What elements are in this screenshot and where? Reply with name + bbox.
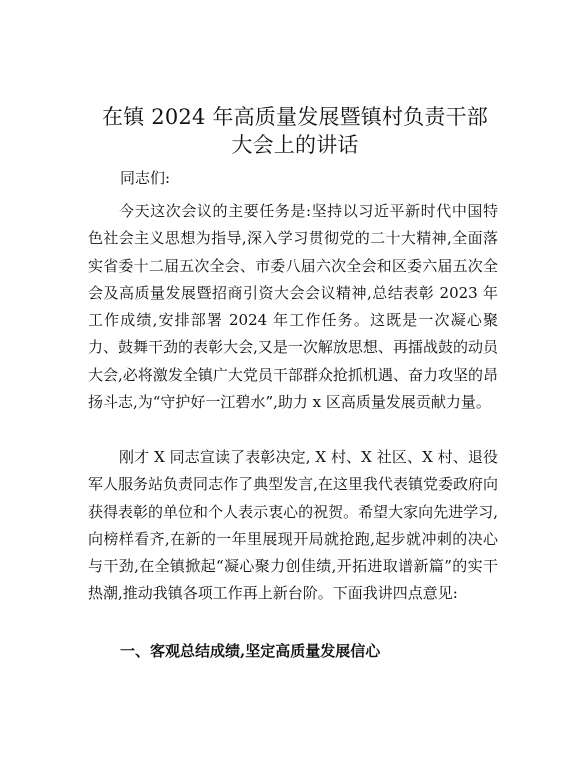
section-heading: 一、客观总结成绩,坚定高质量发展信心 — [120, 642, 381, 660]
document-title: 在镇 2024 年高质量发展暨镇村负责干部大会上的讲话 — [102, 105, 488, 157]
salutation: 同志们: — [120, 169, 171, 187]
paragraph-1: 今天这次会议的主要任务是:坚持以习近平新时代中国特色社会主义思想为指导,深入学习贯彻党的二十大精神,全面落实省委十二届五次全会、市委八届六次全会和区委六届五次全会及高质量发展暨招商引资大会会议精神,总结表彰 2023 年工作成绩,安排部署 2024 年工作任务。这既是一次凝心聚力、鼓舞干劲的表彰大会,又是一次解放思想、再擂战鼓的动员大会,必将激发全镇广大党员干部群众抢抓机遇、奋力攻坚的昂扬斗志,为“守护好一江碧水”,助力 x 区高质量发展贡献力量。 — [88, 202, 498, 412]
paragraph-2: 刚才 X 同志宣读了表彰决定, X 村、X 社区、X 村、退役军人服务站负责同志作了典型发言,在这里我代表镇党委政府向获得表彰的单位和个人表示衷心的祝贺。希望大家向先进学习,向榜样看齐,在新的一年里展现开局就抢跑,起步就冲刺的决心与干劲,在全镇掀起“凝心聚力创佳绩,开拓进取谱新篇”的实干热潮,推动我镇各项工作再上新台阶。下面我讲四点意见: — [88, 448, 498, 603]
